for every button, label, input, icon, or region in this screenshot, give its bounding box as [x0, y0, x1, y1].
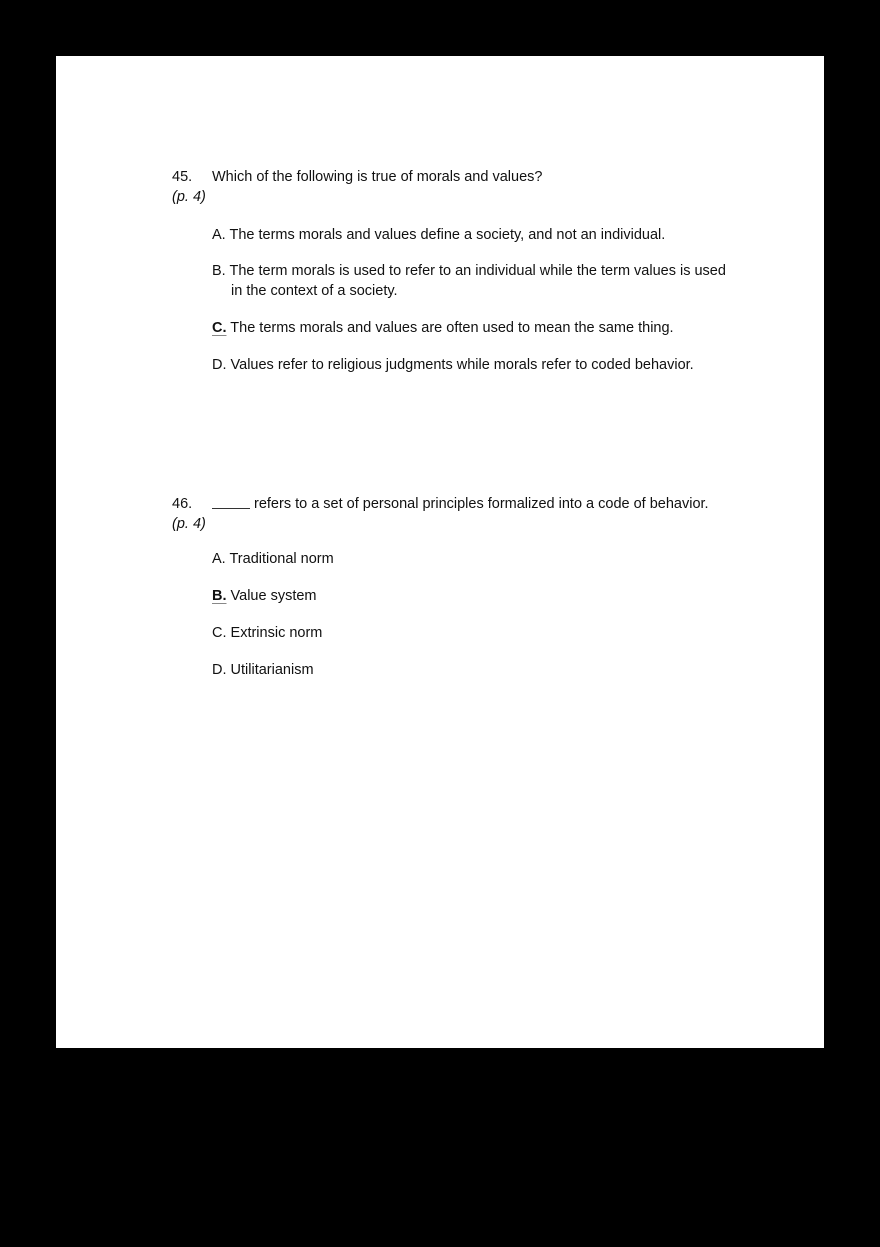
option-text: The terms morals and values are often used to mean the same thing. [230, 320, 674, 336]
option-a [212, 225, 752, 245]
option-text-continued: in the context of a society. [231, 283, 398, 299]
option-c [212, 623, 752, 643]
option-b-correct [212, 586, 752, 606]
question-text: refers to a set of personal principles formalized into a code of behavior. [254, 496, 709, 512]
page-reference: (p. 4) [172, 516, 206, 532]
question-number: 45. [172, 169, 193, 185]
page-reference: (p. 4) [172, 189, 206, 205]
option-b [212, 261, 772, 301]
question-46 [172, 494, 772, 678]
option-letter: D. [212, 662, 227, 678]
question-text: Which of the following is true of morals and values? [212, 169, 543, 185]
option-text: Utilitarianism [230, 662, 314, 678]
correct-answer-marker: C. [212, 320, 227, 336]
correct-answer-marker: B. [212, 588, 227, 604]
option-letter: B. [212, 263, 226, 279]
option-letter: D. [212, 357, 227, 373]
question-text-wrap [212, 494, 709, 514]
question-header [172, 494, 772, 514]
option-d [212, 355, 752, 375]
question-header [172, 167, 772, 187]
option-d [212, 660, 752, 680]
option-a [212, 549, 752, 569]
option-letter: A. [212, 551, 226, 567]
option-text: Values refer to religious judgments while morals refer to coded behavior. [230, 357, 694, 373]
option-text: The terms morals and values define a society, and not an individual. [229, 227, 666, 243]
question-45 [172, 167, 772, 373]
option-letter: C. [212, 625, 227, 641]
question-number: 46. [172, 496, 193, 512]
option-text: The term morals is used to refer to an individual while the term values is used [229, 263, 726, 279]
option-text: Traditional norm [229, 551, 334, 567]
option-text: Value system [230, 588, 317, 604]
document-page [56, 56, 824, 1048]
option-c-correct [212, 318, 752, 338]
option-letter: A. [212, 227, 226, 243]
option-text: Extrinsic norm [230, 625, 323, 641]
fill-in-blank [212, 494, 250, 509]
